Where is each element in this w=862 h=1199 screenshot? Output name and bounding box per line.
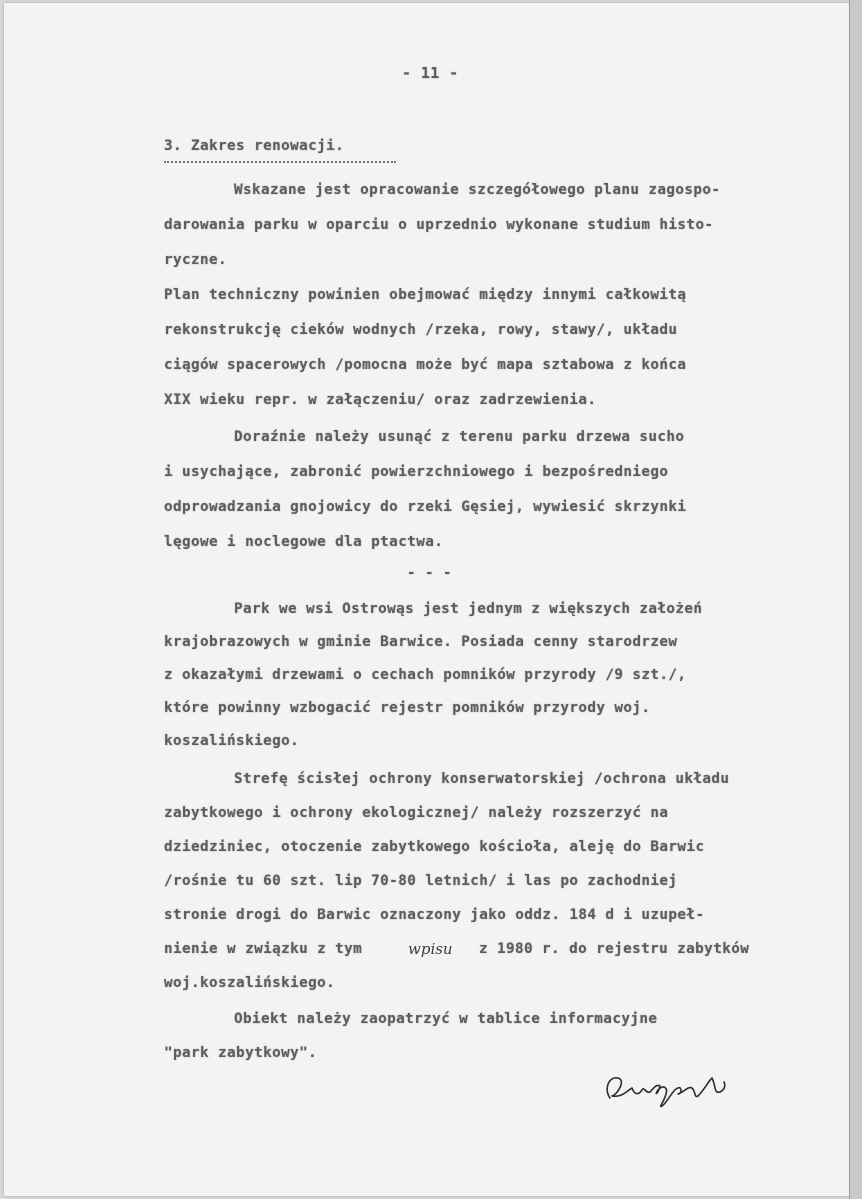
paragraph-5-line-7: woj.koszalińskiego. [164, 975, 336, 991]
paragraph-3-line-3: odprowadzania gnojowicy do rzeki Gęsiej, wywiesić skrzynki [164, 499, 687, 515]
handwritten-insert: wpisu [408, 940, 453, 958]
paragraph-1-line-1: Wskazane jest opracowanie szczegółowego planu zagospo- [234, 182, 721, 198]
paragraph-6-line-1: Obiekt należy zaopatrzyć w tablice informacyjne [234, 1011, 658, 1027]
paragraph-4-line-3: z okazałymi drzewami o cechach pomników przyrody /9 szt./, [164, 667, 687, 683]
paragraph-5-line-4: /rośnie tu 60 szt. lip 70-80 letnich/ i las po zachodniej [164, 873, 678, 889]
heading-underline [164, 161, 396, 163]
scan-edge-strip [849, 0, 862, 1199]
paragraph-2-line-3: ciągów spacerowych /pomocna może być mapa sztabowa z końca [164, 357, 687, 373]
paragraph-3-line-4: lęgowe i noclegowe dla ptactwa. [164, 534, 444, 550]
paragraph-4-line-5: koszalińskiego. [164, 733, 300, 749]
paragraph-5-line-1: Strefę ścisłej ochrony konserwatorskiej /ochrona układu [234, 771, 730, 787]
section-separator: - - - [407, 565, 453, 581]
paragraph-4-line-4: które powinny wzbogacić rejestr pomników przyrody woj. [164, 700, 651, 716]
paragraph-2-line-4: XIX wieku repr. w załączeniu/ oraz zadrzewienia. [164, 392, 597, 408]
paragraph-2-line-2: rekonstrukcję cieków wodnych /rzeka, rowy, stawy/, układu [164, 322, 678, 338]
paragraph-3-line-1: Doraźnie należy usunąć z terenu parku drzewa sucho [234, 429, 685, 445]
page-number: - 11 - [402, 64, 459, 82]
paragraph-5-line-5: stronie drogi do Barwic oznaczony jako oddz. 184 d i uzupeł- [164, 907, 705, 923]
paragraph-6-line-2: "park zabytkowy". [164, 1045, 318, 1061]
paragraph-5-line-6-start: nienie w związku z tym [164, 941, 363, 957]
paragraph-2-line-1: Plan techniczny powinien obejmować między innymi całkowitą [164, 287, 687, 303]
paragraph-5-line-3: dziedziniec, otoczenie zabytkowego kościoła, aleję do Barwic [164, 839, 705, 855]
section-heading: 3. Zakres renowacji. [164, 138, 345, 154]
paragraph-5-line-2: zabytkowego i ochrony ekologicznej/ należy rozszerzyć na [164, 805, 669, 821]
paragraph-1-line-3: ryczne. [164, 252, 228, 268]
paragraph-1-line-2: darowania parku w oparciu o uprzednio wykonane studium histo- [164, 217, 714, 233]
paragraph-3-line-2: i usychające, zabronić powierzchniowego i bezpośredniego [164, 464, 669, 480]
paragraph-5-line-6-end: z 1980 r. do rejestru zabytków [479, 941, 750, 957]
paragraph-4-line-2: krajobrazowych w gminie Barwice. Posiada cenny starodrzew [164, 634, 678, 650]
document-sheet [4, 3, 850, 1196]
handwritten-signature [598, 1060, 748, 1116]
paragraph-4-line-1: Park we wsi Ostrowąs jest jednym z większych założeń [234, 601, 703, 617]
